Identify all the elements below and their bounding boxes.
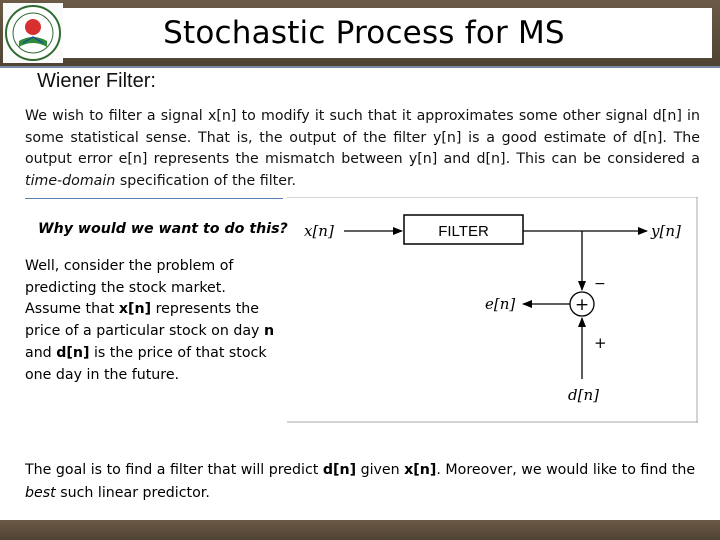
explanation-bold-1: x[n] <box>118 301 152 318</box>
conclusion-text-3: . Moreover, we would like to find the <box>436 462 696 478</box>
conclusion-bold-1: d[n] <box>322 462 357 478</box>
explanation-text-1: Well, consider the problem of predicting the stock market. Assume that <box>25 258 234 318</box>
wiener-filter-diagram <box>287 197 698 423</box>
header-rule <box>0 66 720 68</box>
explanation-paragraph <box>25 256 275 386</box>
conclusion-text-2: given <box>356 462 405 478</box>
footer-bar <box>0 520 720 540</box>
explanation-bold-3: d[n] <box>56 344 90 361</box>
intro-emphasis: time-domain <box>25 172 116 189</box>
plus-sign: + <box>594 334 607 352</box>
sum-symbol: + <box>574 295 590 315</box>
explanation-text-4: is the price of that stock one day in the future. <box>25 344 267 383</box>
intro-text-2: specification of the filter. <box>115 172 296 189</box>
desired-signal-label: d[n] <box>568 386 599 404</box>
output-signal-label: y[n] <box>651 222 681 240</box>
minus-sign: − <box>594 276 606 292</box>
explanation-text-3: and <box>25 344 57 361</box>
input-signal-label: x[n] <box>304 222 334 240</box>
intro-paragraph <box>25 106 700 192</box>
section-subtitle: Wiener Filter: <box>37 70 156 92</box>
section-divider <box>25 198 283 199</box>
explanation-text-2: represents the price of a particular stock on day <box>25 301 264 340</box>
university-logo <box>3 3 63 63</box>
intro-text-1: We wish to filter a signal x[n] to modify it such that it approximates some other signal d[n] in some statistical sense. That is, the output of the filter y[n] is a good estimate of d[n]. The output error e[n] represents the mismatch between y[n] and d[n]. This can be considered a <box>25 108 700 167</box>
logo-emblem-icon <box>3 3 63 63</box>
conclusion-italic: best <box>25 485 56 501</box>
conclusion-text-1: The goal is to find a filter that will predict <box>25 462 323 478</box>
conclusion-bold-2: x[n] <box>404 462 437 478</box>
question-heading: Why would we want to do this? <box>38 221 288 237</box>
conclusion-paragraph <box>25 459 705 505</box>
filter-label: FILTER <box>438 223 489 240</box>
explanation-bold-2: n <box>263 323 275 340</box>
page-title: Stochastic Process for MS <box>163 15 565 51</box>
conclusion-text-4: such linear predictor. <box>55 485 210 501</box>
error-signal-label: e[n] <box>485 295 516 313</box>
